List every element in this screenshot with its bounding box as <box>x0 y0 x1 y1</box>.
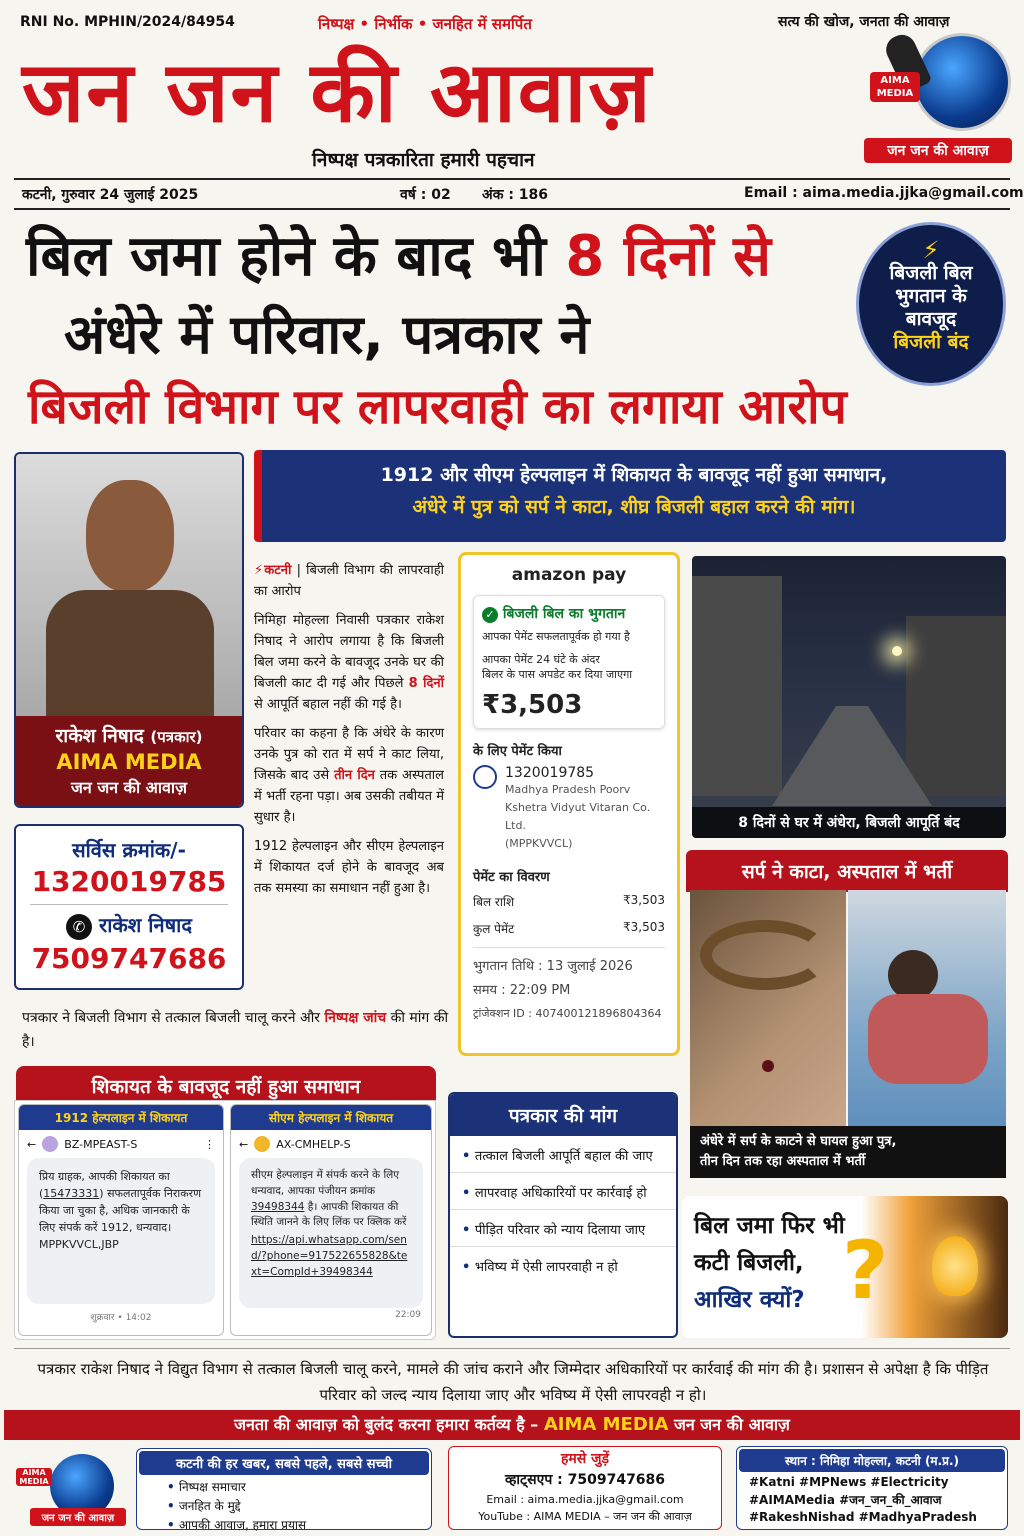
lightning-icon: ⚡ <box>922 236 940 264</box>
article-dateline-city: कटनी <box>264 563 292 578</box>
globe-icon <box>916 36 1008 128</box>
footer-col-contact <box>448 1446 722 1530</box>
footer-col-news <box>136 1448 432 1530</box>
badge-line-3: बावजूद <box>905 308 957 330</box>
headline-line-2: अंधेरे में परिवार, पत्रकार ने <box>64 303 590 366</box>
service-number: 1320019785 <box>31 865 227 898</box>
bottom-banner <box>4 1410 1020 1440</box>
profile-role: (पत्रकार) <box>150 728 203 746</box>
header-rule-bottom <box>14 208 1010 210</box>
footer-youtube: YouTube : AIMA MEDIA – जन जन की आवाज़ <box>478 1510 692 1523</box>
sms-header-1912 <box>19 1130 223 1158</box>
sms-cm-time: 22:09 <box>395 1310 421 1320</box>
subhead-line-2: अंधेरे में पुत्र को सर्प ने काटा, शीघ्र बिजली बहाल करने की मांग। <box>412 496 856 518</box>
subhead-banner <box>254 450 1006 542</box>
sms-cm-a: सीएम हेल्पलाइन में संपर्क करने के लिए धन्यवाद, आपका पंजीयन क्रमांक <box>251 1169 400 1197</box>
headline-line-1-text: बिल जमा होने के बाद भी <box>26 224 566 289</box>
p4-a: पत्रकार ने बिजली विभाग से तत्काल बिजली चालू करने और <box>22 1010 325 1026</box>
question-line-3: आखिर क्यों? <box>694 1287 805 1313</box>
snake-caption <box>690 1126 1006 1178</box>
profile-photo <box>16 454 242 716</box>
p2-c: तक अस्पताल में भर्ती रहना पड़ा। अब उसकी तबीयत में सुधार है। <box>254 768 444 825</box>
sms-1912-time: शुक्रवार • 14:02 <box>90 1313 152 1323</box>
phone-icon: ✆ <box>66 914 92 940</box>
payment-msg-1: आपका पेमेंट सफलतापूर्वक हो गया है <box>482 630 630 643</box>
bill-amount-value: ₹3,503 <box>623 893 665 907</box>
sms-1912-b: ) सफलतापूर्वक निराकरण किया जा चुका है, अधिक जानकारी के लिए संपर्क करें 1912, धन्यवाद। MPPKVVCL,JBP <box>39 1187 202 1252</box>
banner-a: जनता की आवाज़ को बुलंद करना हमारा कर्तव्य है – <box>234 1415 544 1434</box>
service-name: राकेश निषाद <box>99 913 192 937</box>
wound-icon <box>762 1060 774 1072</box>
profile-name: राकेश निषाद <box>55 725 144 747</box>
biller-name-3: (MPPKVVCL) <box>505 837 573 850</box>
street-photo <box>692 556 1006 838</box>
demands-title: पत्रकार की मांग <box>450 1094 676 1136</box>
payment-biller <box>473 765 665 853</box>
summary-text: पत्रकार राकेश निषाद ने विद्युत विभाग से तत्काल बिजली चालू करने, मामले की जांच कराने और जिम्मेदार अधिकारियों पर कार्रवाई की मांग की है। प्रशासन से अपेक्षा है कि पीड़ित परिवार को जल्द न्याय दिलाया जाए और भविष्य में ऐसी लापरवही न हो। <box>37 1360 989 1404</box>
article-paragraph-3: 1912 हेल्पलाइन और सीएम हेल्पलाइन में शिकायत दर्ज होने के बावजूद अब तक समस्या का समाधान नहीं हुआ है। <box>254 839 444 896</box>
biller-name-2: Kshetra Vidyut Vitaran Co. Ltd. <box>505 801 651 832</box>
profile-tag: जन जन की आवाज़ <box>71 778 187 797</box>
rni-number: RNI No. MPHIN/2024/84954 <box>20 14 235 30</box>
patient-body-icon <box>868 994 988 1084</box>
service-divider <box>30 904 228 905</box>
footer-logo-badge: AIMA MEDIA <box>16 1468 52 1486</box>
back-arrow-icon[interactable]: ← <box>27 1137 37 1151</box>
profile-caption <box>16 716 242 808</box>
check-icon: ✓ <box>482 607 498 623</box>
profile-card <box>14 452 244 808</box>
year-label: वर्ष : 02 <box>400 187 451 203</box>
person-body-icon <box>46 590 214 716</box>
sms-bubble-1912 <box>27 1158 215 1304</box>
demand-item-3: • पीड़ित परिवार को न्याय दिलाया जाए <box>450 1210 676 1247</box>
sms-1912-id: 15473331 <box>43 1187 100 1201</box>
question-line-2: कटी बिजली, <box>694 1250 804 1276</box>
payment-title: बिजली बिल का भुगतान <box>502 606 626 622</box>
profile-org: AIMA MEDIA <box>56 750 202 774</box>
sender-name-1912: BZ-MPEAST-S <box>64 1137 138 1151</box>
sender-avatar-icon-cm <box>254 1136 270 1152</box>
service-phone: 7509747686 <box>31 941 227 975</box>
footer-news-item-1: • निष्पक्ष समाचार <box>167 1478 429 1495</box>
sender-name-cm: AX-CMHELP-S <box>276 1137 351 1151</box>
snake-icon <box>700 920 830 990</box>
service-box <box>14 824 244 990</box>
header-rule-top <box>14 178 1010 180</box>
article-lightning-icon: ⚡ <box>254 563 265 578</box>
street-light-icon <box>892 646 902 656</box>
footer-news-item-2: • जनहित के मुद्दे <box>167 1497 429 1514</box>
article-paragraph-2 <box>254 723 444 828</box>
footer-contact-title: हमसे जुड़ें <box>560 1451 610 1467</box>
snake-caption-1: अंधेरे में सर्प के काटने से घायल हुआ पुत्र, <box>700 1134 897 1149</box>
sms-1912-a: प्रिय ग्राहक, आपकी शिकायत का ( <box>39 1170 170 1201</box>
footer-col-tags <box>736 1446 1008 1530</box>
p1-c: से आपूर्ति बहाल नहीं की गई है। <box>254 697 402 712</box>
footer-location: स्थान : निमिहा मोहल्ला, कटनी (म.प्र.) <box>739 1449 1005 1472</box>
header-email: Email : aima.media.jjka@gmail.com <box>744 185 1024 201</box>
top-tagline: निष्पक्ष • निर्भीक • जनहित में समर्पित <box>318 15 532 33</box>
payment-msg-2: आपका पेमेंट 24 घंटे के अंदर <box>482 653 600 666</box>
p2-b: तीन दिन <box>334 768 375 783</box>
snake-caption-2: तीन दिन तक रहा अस्पताल में भर्ती <box>700 1154 866 1169</box>
p1-a: निमिहा मोहल्ला निवासी पत्रकार राकेश निषाद ने आरोप लगाया है कि बिजली बिल जमा करने के बावजूद उनके घर की बिजली काट दी गई और पिछले <box>254 613 444 691</box>
complaint-card-cm <box>230 1104 432 1336</box>
badge-line-2: भुगतान के <box>895 285 967 307</box>
service-contact <box>16 911 242 940</box>
payment-msg-3: बिलर के पास अपडेट कर दिया जाएगा <box>482 668 633 681</box>
footer-tags-1: #Katni #MPNews #Electricity <box>749 1475 949 1489</box>
footer-news-title: कटनी की हर खबर, सबसे पहले, सबसे सच्ची <box>139 1451 429 1475</box>
payment-receipt <box>458 552 680 1056</box>
question-text <box>694 1208 845 1319</box>
snake-photo <box>690 890 846 1126</box>
sms-cm-b: है। आपकी शिकायत की स्थिति जानने के लिए लिंक पर क्लिक करें <box>251 1200 407 1229</box>
article-dateline-rest: | बिजली विभाग की लापरवाही का आरोप <box>254 563 444 599</box>
complaint-card-1912 <box>18 1104 224 1336</box>
biller-details <box>505 765 665 853</box>
sms-header-cm <box>231 1130 431 1158</box>
service-label: सर्विस क्रमांक/- <box>72 838 186 862</box>
bill-amount-label: बिल राशि <box>473 895 515 909</box>
patient-icon <box>888 950 938 1000</box>
demands-box <box>448 1092 678 1338</box>
person-head-icon <box>86 480 174 592</box>
payment-details-title: पेमेंट का विवरण <box>473 870 550 885</box>
p4-c: की मांग की है। <box>22 1010 449 1050</box>
footer-tags-3: #RakeshNishad #MadhyaPradesh <box>749 1510 977 1524</box>
masthead-title: जन जन की आवाज़ <box>22 42 653 141</box>
footer-whatsapp: व्हाट्सएप : 7509747686 <box>504 1472 666 1488</box>
question-mark-icon: ? <box>842 1224 889 1317</box>
sms-cm-link[interactable]: https://api.whatsapp.com/send/?phone=917522655828&text=CompId+39498344 <box>251 1234 408 1278</box>
demand-item-2: • लापरवाह अधिकारियों पर कार्रवाई हो <box>450 1173 676 1210</box>
article-paragraph-1 <box>254 610 444 715</box>
menu-dots-icon[interactable]: ⋮ <box>204 1137 215 1151</box>
street-building-left <box>692 576 782 796</box>
date-line: कटनी, गुरुवार 24 जुलाई 2025 <box>22 187 199 203</box>
sms-bubble-cm <box>239 1158 423 1308</box>
demand-item-1: • तत्काल बिजली आपूर्ति बहाल की जाए <box>450 1136 676 1173</box>
sms-cm-id: 39498344 <box>251 1200 305 1213</box>
biller-logo-icon <box>473 765 497 789</box>
badge-line-1: बिजली बिल <box>889 262 973 284</box>
headline-days: 8 दिनों से <box>565 224 772 289</box>
demand-item-4: • भविष्य में ऐसी लापरवाही न हो <box>450 1247 676 1283</box>
summary-rule <box>14 1348 1010 1349</box>
payment-title-row <box>482 604 656 623</box>
article-body <box>254 560 444 899</box>
masthead-subtitle: निष्पक्ष पत्रकारिता हमारी पहचान <box>312 149 535 171</box>
complaint-1912-title: 1912 हेल्पलाइन में शिकायत <box>19 1105 223 1130</box>
footer-logo-caption: जन जन की आवाज़ <box>30 1508 126 1526</box>
issue-label: अंक : 186 <box>482 187 549 203</box>
back-arrow-icon-cm[interactable]: ← <box>239 1137 249 1151</box>
question-box <box>682 1196 1008 1338</box>
headline-badge <box>856 222 1006 386</box>
total-payment-row <box>473 920 665 948</box>
right-tagline: सत्य की खोज, जनता की आवाज़ <box>778 14 950 30</box>
article-dateline <box>254 560 444 602</box>
payment-amount: ₹3,503 <box>482 690 583 720</box>
footer-news-item-3: • आपकी आवाज़, हमारा प्रयास <box>167 1516 429 1533</box>
bulb-icon <box>932 1236 978 1296</box>
payment-brand: amazon pay <box>511 565 627 585</box>
p4-b: निष्पक्ष जांच <box>324 1010 387 1026</box>
payment-paid-for: के लिए पेमेंट किया <box>473 744 562 759</box>
sender-avatar-icon <box>42 1136 58 1152</box>
snake-title: सर्प ने काटा, अस्पताल में भर्ती <box>686 850 1008 892</box>
logo-badge: AIMA MEDIA <box>870 72 920 102</box>
complaints-title: शिकायत के बावजूद नहीं हुआ समाधान <box>16 1066 436 1106</box>
payment-status-card <box>473 595 665 729</box>
footer-tags-2: #AIMAMedia #जन_जन_की_आवाज <box>749 1493 942 1507</box>
payment-date: भुगतान तिथि : 13 जुलाई 2026 <box>473 959 633 974</box>
biller-name-1: Madhya Pradesh Poorv <box>505 783 631 796</box>
subhead-line-1: 1912 और सीएम हेल्पलाइन में शिकायत के बावजूद नहीं हुआ समाधान, <box>380 464 888 486</box>
complaint-cm-title: सीएम हेल्पलाइन में शिकायत <box>231 1105 431 1130</box>
question-line-1: बिल जमा फिर भी <box>694 1213 845 1239</box>
p1-b: 8 दिनों <box>408 676 444 691</box>
bill-amount-row <box>473 893 665 910</box>
article-paragraph-4 <box>22 1006 450 1054</box>
footer-logo <box>10 1448 128 1528</box>
headline-line-3: बिजली विभाग पर लापरवाही का लगाया आरोप <box>28 379 847 435</box>
profile-name-line <box>16 722 242 748</box>
banner-c: जन जन की आवाज़ <box>668 1415 790 1434</box>
payment-account: 1320019785 <box>505 765 595 781</box>
payment-txn: ट्रांजेक्शन ID : 407400121896804364 <box>473 1007 662 1020</box>
hospital-photo <box>848 890 1006 1126</box>
footer-email: Email : aima.media.jjka@gmail.com <box>486 1493 684 1506</box>
payment-time: समय : 22:09 PM <box>473 983 571 998</box>
total-payment-value: ₹3,503 <box>623 920 665 934</box>
p2-a: परिवार का कहना है कि अंधेरे के कारण उनके पुत्र को रात में सर्प ने काट लिया, जिसके बाद उसे <box>254 726 444 783</box>
headline-line-1 <box>26 222 771 292</box>
street-caption: 8 दिनों से घर में अंधेरा, बिजली आपूर्ति बंद <box>692 807 1006 838</box>
banner-b: AIMA MEDIA <box>543 1414 669 1435</box>
logo-caption: जन जन की आवाज़ <box>864 138 1012 163</box>
masthead-logo <box>864 28 1012 168</box>
street-building-right <box>906 616 1006 796</box>
badge-line-4: बिजली बंद <box>893 331 969 353</box>
total-payment-label: कुल पेमेंट <box>473 922 515 936</box>
